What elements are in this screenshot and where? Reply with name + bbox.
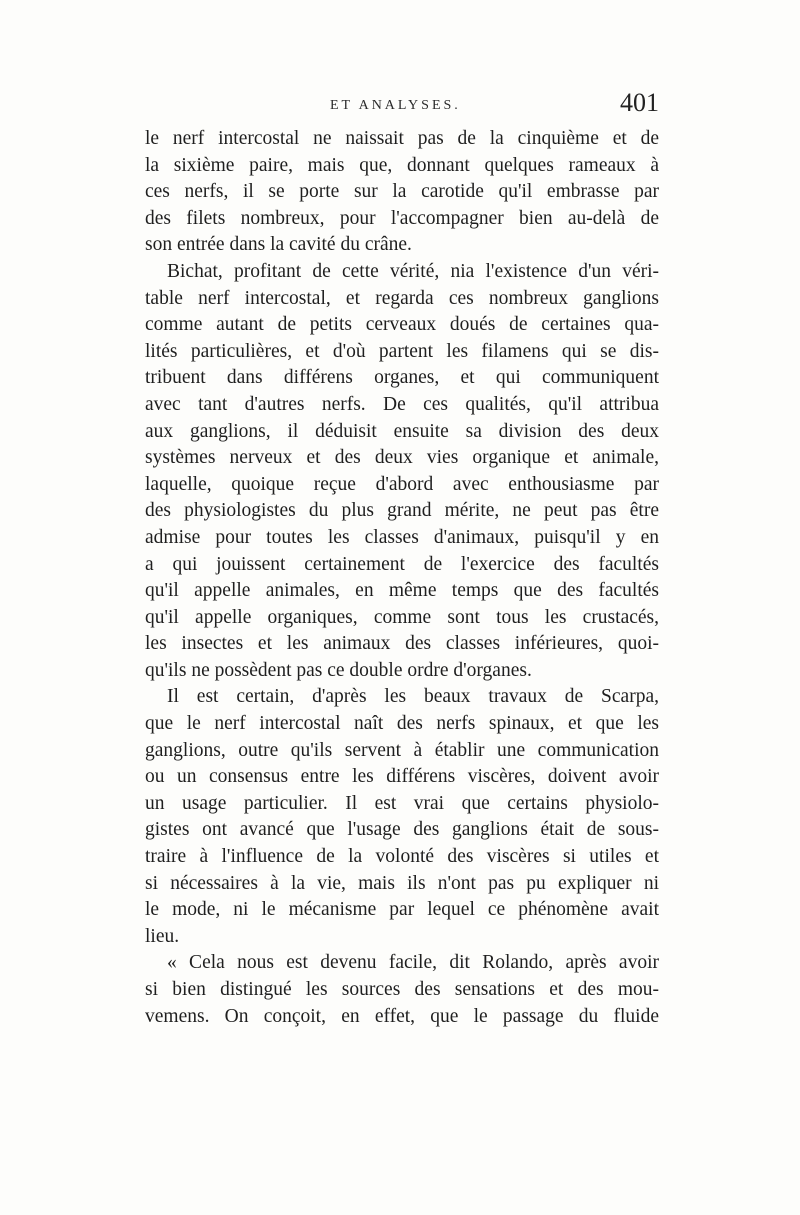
- text-line: qu'il appelle animales, en même temps que des facultés: [145, 580, 659, 602]
- text-line: le mode, ni le mécanisme par lequel ce phénomène avait: [145, 899, 659, 921]
- text-line: traire à l'influence de la volonté des viscères si utiles et: [145, 846, 659, 868]
- paragraph-4: [145, 950, 659, 1030]
- text-line: si bien distingué les sources des sensations et des mou-: [145, 979, 659, 1000]
- text-line: la sixième paire, mais que, donnant quelques rameaux à: [145, 154, 659, 176]
- text-line: aux ganglions, il déduisit ensuite sa division des deux: [145, 420, 659, 442]
- text-line: ou un consensus entre les différens viscères, doivent avoir: [145, 766, 659, 788]
- text-line: qu'il appelle organiques, comme sont tous les crustacés,: [145, 606, 659, 628]
- text-line: vemens. On conçoit, en effet, que le passage du fluide: [145, 1005, 659, 1027]
- text-line: « Cela nous est devenu facile, dit Rolando, après avoir: [167, 952, 659, 974]
- text-line: lieu.: [145, 925, 180, 947]
- text-line: qu'ils ne possèdent pas ce double ordre d'organes.: [145, 659, 532, 681]
- text-line: que le nerf intercostal naît des nerfs spinaux, et que les: [145, 713, 659, 735]
- running-title: ET ANALYSES.: [330, 98, 461, 113]
- page-header: [145, 88, 659, 122]
- text-line: table nerf intercostal, et regarda ces nombreux ganglions: [145, 287, 659, 309]
- text-line: Bichat, profitant de cette vérité, nia l'existence d'un véri-: [167, 260, 659, 282]
- text-line: le nerf intercostal ne naissait pas de la cinquième et de: [145, 128, 659, 149]
- text-line: un usage particulier. Il est vrai que certains physiolo-: [145, 792, 659, 814]
- paragraph-1: [145, 126, 659, 259]
- text-line: les insectes et les animaux des classes inférieures, quoi-: [145, 633, 659, 655]
- text-line: gistes ont avancé que l'usage des ganglions était de sous-: [145, 819, 659, 841]
- text-line: des physiologistes du plus grand mérite, ne peut pas être: [145, 500, 659, 522]
- text-line: des filets nombreux, pour l'accompagner bien au-delà de: [145, 207, 659, 229]
- page-number: 401: [620, 88, 659, 117]
- text-line: laquelle, quoique reçue d'abord avec enthousiasme par: [145, 473, 659, 495]
- page-body: [145, 126, 659, 1030]
- text-line: avec tant d'autres nerfs. De ces qualités, qu'il attribua: [145, 393, 659, 415]
- text-line: tribuent dans différens organes, et qui communiquent: [145, 367, 659, 389]
- text-line: son entrée dans la cavité du crâne.: [145, 234, 412, 256]
- text-line: ces nerfs, il se porte sur la carotide qu'il embrasse par: [145, 181, 659, 203]
- text-line: admise pour toutes les classes d'animaux, puisqu'il y en: [145, 526, 659, 548]
- paragraph-3: [145, 684, 659, 950]
- text-line: comme autant de petits cerveaux doués de certaines qua-: [145, 314, 659, 336]
- text-line: Il est certain, d'après les beaux travaux de Scarpa,: [167, 686, 659, 708]
- text-line: ganglions, outre qu'ils servent à établir une communication: [145, 739, 659, 761]
- paragraph-2: [145, 259, 659, 685]
- text-line: systèmes nerveux et des deux vies organique et animale,: [145, 447, 659, 469]
- text-line: si nécessaires à la vie, mais ils n'ont pas pu expliquer ni: [145, 872, 659, 894]
- text-line: lités particulières, et d'où partent les filamens qui se dis-: [145, 340, 659, 362]
- text-line: a qui jouissent certainement de l'exercice des facultés: [145, 553, 659, 575]
